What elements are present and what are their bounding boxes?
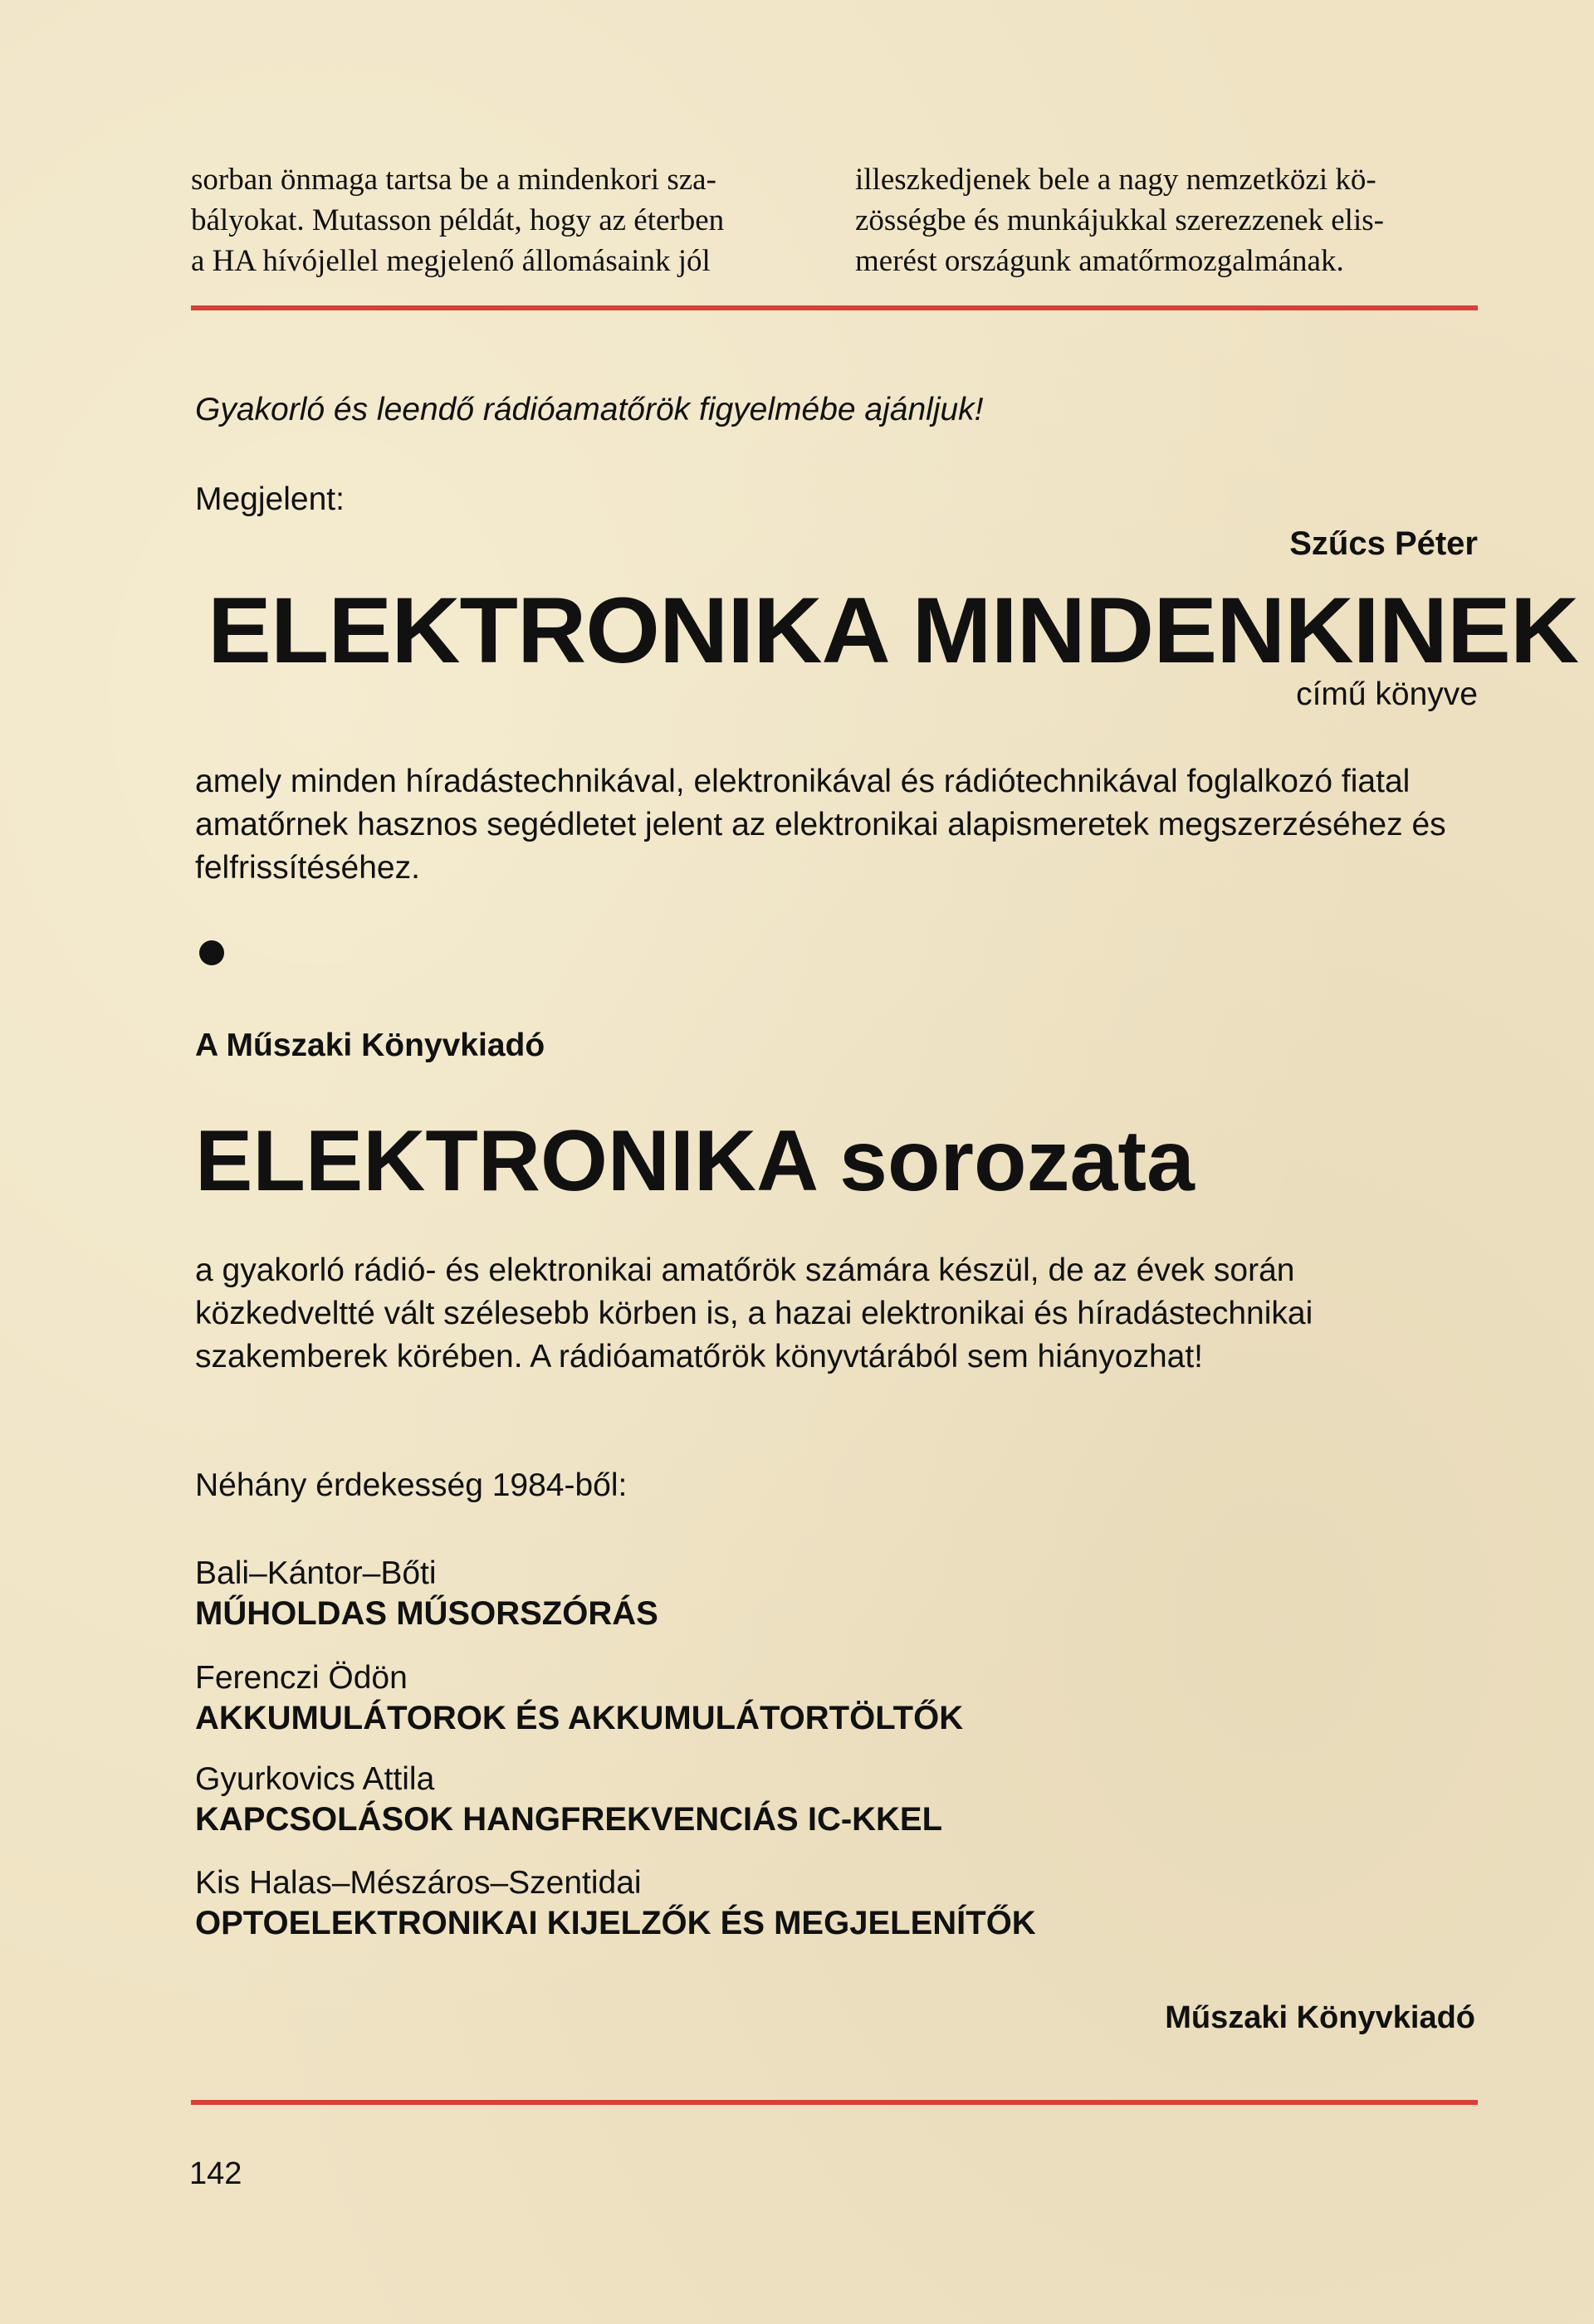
list-item-title: AKKUMULÁTOROK ÉS AKKUMULÁTORTÖLTŐK — [195, 1700, 964, 1736]
text-column-left — [191, 159, 809, 281]
list-item — [195, 1863, 1036, 1943]
book-title: ELEKTRONIKA MINDENKINEK — [208, 579, 1579, 682]
red-divider-top — [191, 305, 1478, 310]
book-description: amely minden híradástechnikával, elektronikával és rádiótechnikával foglalkozó fiatal amatőrnek hasznos segédletet jelent az elektronikai alapismeretek megszerzéséhez és felfrissítéséhez. — [195, 764, 1446, 886]
series-publisher: A Műszaki Könyvkiadó — [195, 1028, 545, 1063]
list-item-author: Kis Halas–Mészáros–Szentidai — [195, 1865, 642, 1901]
list-item-author: Gyurkovics Attila — [195, 1761, 435, 1797]
column-line: sorban önmaga tartsa be a mindenkori sza- — [191, 163, 716, 197]
book-author: Szűcs Péter — [1289, 525, 1478, 562]
column-line: zösségbe és munkájukkal szerezzenek elis- — [855, 203, 1384, 237]
list-item — [195, 1554, 658, 1633]
list-item-author: Ferenczi Ödön — [195, 1660, 408, 1696]
bullet-icon — [199, 940, 224, 965]
published-label: Megjelent: — [195, 481, 345, 517]
red-divider-bottom — [191, 2100, 1478, 2105]
list-item — [195, 1658, 963, 1738]
ad-tagline: Gyakorló és leendő rádióamatőrök figyelmébe ajánljuk! — [195, 392, 984, 427]
column-line: a HA hívójellel megjelenő állomásaink jól — [191, 244, 711, 278]
publisher-signature: Műszaki Könyvkiadó — [1165, 2000, 1475, 2035]
list-item-title: MŰHOLDAS MŰSORSZÓRÁS — [195, 1595, 658, 1632]
series-title: ELEKTRONIKA sorozata — [195, 1113, 1195, 1209]
column-line: bályokat. Mutasson példát, hogy az éterben — [191, 203, 725, 237]
list-item-author: Bali–Kántor–Bőti — [195, 1555, 437, 1591]
series-description: a gyakorló rádió- és elektronikai amatőrök számára készül, de az évek során közkedveltté vált szélesebb körben is, a hazai elektronikai és híradástechnikai szakemberek körében. A rádióamatőrök könyvtárából sem hiányozhat! — [195, 1252, 1313, 1374]
book-subtitle: című könyve — [1296, 676, 1478, 712]
page-number: 142 — [189, 2156, 242, 2191]
column-line: illeszkedjenek bele a nagy nemzetközi kö- — [855, 163, 1376, 197]
text-column-right — [855, 159, 1476, 281]
list-item-title: OPTOELEKTRONIKAI KIJELZŐK ÉS MEGJELENÍTŐK — [195, 1905, 1036, 1941]
series-intro: Néhány érdekesség 1984-ből: — [195, 1467, 628, 1503]
column-line: merést országunk amatőrmozgalmának. — [855, 244, 1344, 278]
list-item-title: KAPCSOLÁSOK HANGFREKVENCIÁS IC-KKEL — [195, 1801, 943, 1838]
list-item — [195, 1760, 942, 1839]
